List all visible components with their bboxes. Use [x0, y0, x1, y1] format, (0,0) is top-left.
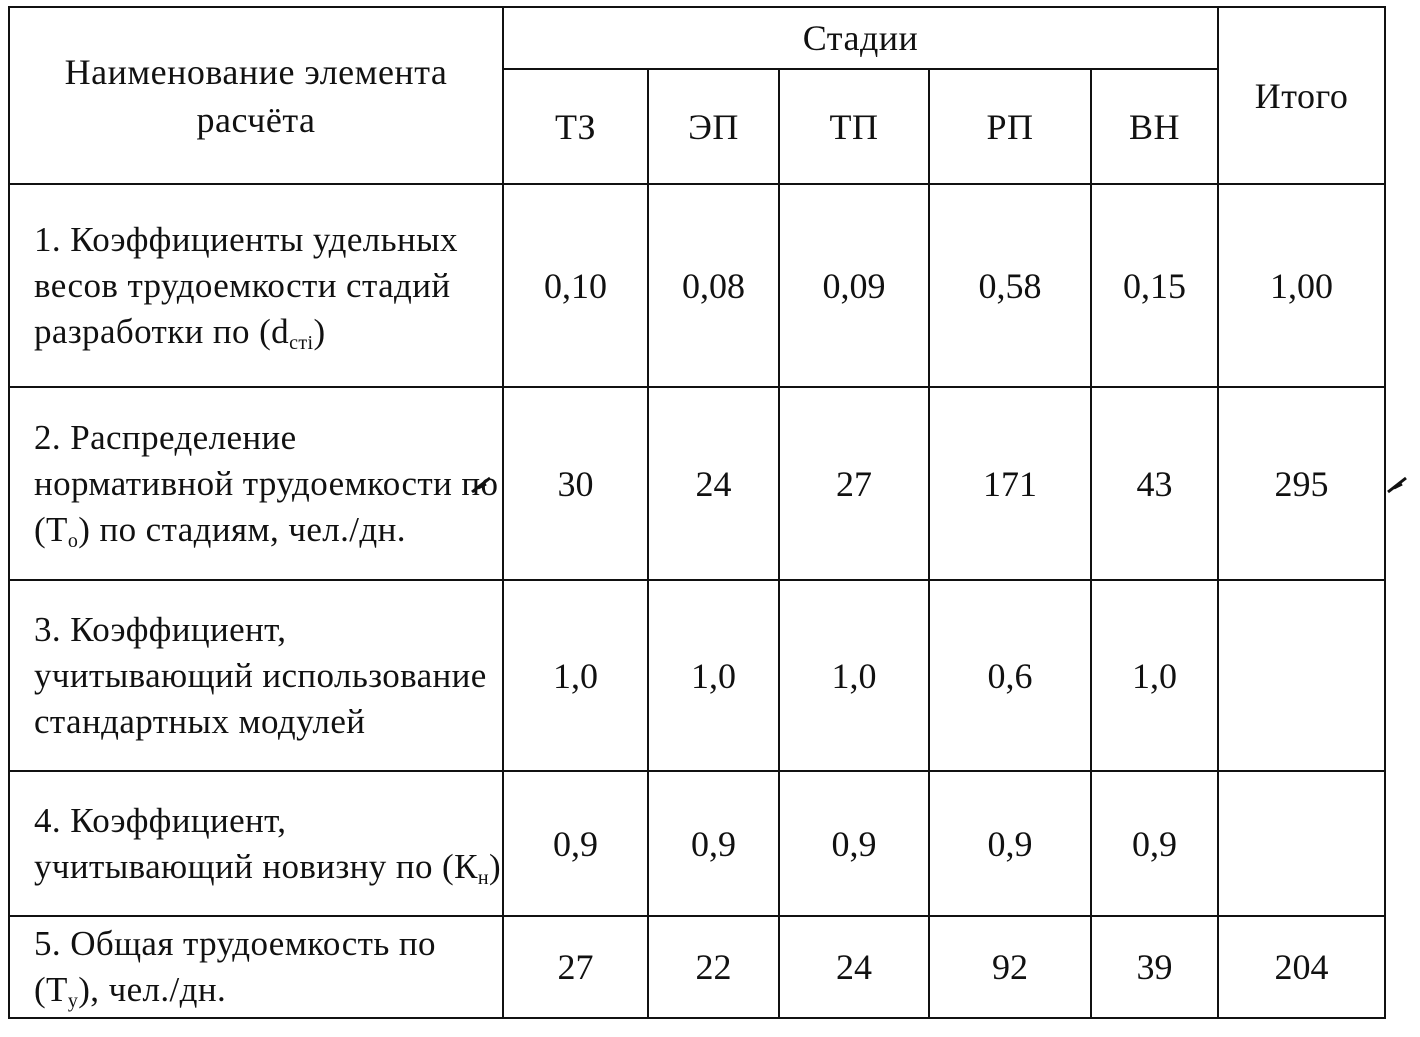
header-stage-ep	[648, 69, 779, 184]
row-name-main: 1. Коэффициенты удельных весов трудоемкости стадий разработки по (d	[34, 219, 458, 351]
cell-total: 295	[1274, 463, 1329, 504]
row-name-sub: н	[477, 866, 489, 889]
row-value	[648, 387, 779, 580]
row-name	[9, 580, 503, 771]
row-value	[929, 580, 1091, 771]
cell-total: 204	[1274, 947, 1329, 987]
table-row	[9, 916, 1385, 1018]
header-stages	[503, 7, 1218, 69]
row-value	[779, 580, 929, 771]
row-name	[9, 184, 503, 387]
row-value	[648, 580, 779, 771]
row-value	[648, 916, 779, 1018]
header-element-name-text: Наименование элемента расчёта	[64, 51, 448, 140]
cell-value: 92	[992, 947, 1028, 987]
row-value	[779, 184, 929, 387]
cell-value: 24	[836, 947, 872, 987]
table-row	[9, 184, 1385, 387]
row-total	[1218, 916, 1385, 1018]
cell-value: 43	[1136, 463, 1173, 504]
row-name-sub: у	[67, 990, 79, 1012]
cell-value: 0,6	[987, 655, 1033, 696]
cell-value: 0,09	[822, 265, 886, 306]
row-name-main: 2. Распределение нормативной трудоемкости по (Т	[34, 417, 499, 549]
row-name	[9, 387, 503, 580]
cell-value: 0,9	[831, 823, 877, 864]
cell-value: 0,10	[544, 265, 607, 306]
cell-value: 30	[557, 463, 594, 504]
cell-value: 39	[1136, 947, 1173, 987]
row-value	[929, 916, 1091, 1018]
row-value	[1091, 184, 1218, 387]
row-value	[503, 771, 648, 916]
row-value	[779, 916, 929, 1018]
table-row	[9, 387, 1385, 580]
row-value	[1091, 387, 1218, 580]
cell-value: 0,9	[1132, 823, 1178, 864]
header-stages-text: Стадии	[802, 18, 919, 58]
row-total	[1218, 580, 1385, 771]
header-stage-label: ТЗ	[554, 106, 597, 147]
header-total-text: Итого	[1254, 75, 1349, 116]
cell-value: 0,15	[1123, 265, 1187, 306]
header-stage-vn	[1091, 69, 1218, 184]
row-total	[1218, 184, 1385, 387]
cell-value: 1,0	[691, 655, 736, 696]
header-stage-tp	[779, 69, 929, 184]
header-stage-label: ТП	[829, 106, 879, 147]
table-row	[9, 580, 1385, 771]
header-stage-label: ЭП	[688, 106, 739, 147]
cell-value: 27	[836, 463, 872, 504]
row-name-tail: ), чел./дн.	[78, 970, 227, 1009]
cell-value: 1,0	[553, 655, 598, 696]
row-name-sub: о	[67, 529, 79, 552]
row-name-main: 4. Коэффициент, учитывающий новизну по (К	[34, 800, 478, 886]
row-value	[503, 916, 648, 1018]
row-value	[929, 184, 1091, 387]
row-total	[1218, 387, 1385, 580]
row-name-tail: )	[313, 311, 326, 351]
header-stage-tz	[503, 69, 648, 184]
row-value	[503, 387, 648, 580]
row-value	[503, 184, 648, 387]
header-element-name	[9, 7, 503, 184]
scan-tick-mark-left	[470, 474, 494, 496]
cell-value: 0,08	[682, 265, 745, 306]
cell-value: 22	[695, 947, 732, 987]
cell-value: 24	[695, 463, 732, 504]
row-name	[9, 771, 503, 916]
header-stage-rp	[929, 69, 1091, 184]
row-value	[503, 580, 648, 771]
row-name-tail: )	[488, 846, 501, 886]
row-value	[1091, 771, 1218, 916]
cell-value: 1,0	[831, 655, 877, 696]
row-value	[779, 771, 929, 916]
row-value	[929, 387, 1091, 580]
cell-value: 171	[983, 463, 1037, 504]
cell-total: 1,00	[1270, 265, 1334, 306]
row-name	[9, 916, 503, 1018]
row-value	[929, 771, 1091, 916]
cell-value: 27	[557, 947, 594, 987]
row-total	[1218, 771, 1385, 916]
row-value	[1091, 916, 1218, 1018]
row-name-sub: стi	[289, 331, 314, 354]
row-value	[648, 184, 779, 387]
cell-value: 1,0	[1132, 655, 1178, 696]
row-name-main: 3. Коэффициент, учитывающий использование стандартных модулей	[34, 609, 487, 741]
cell-value: 0,58	[978, 265, 1042, 306]
header-total	[1218, 7, 1385, 184]
row-value	[1091, 580, 1218, 771]
header-stage-label: ВН	[1129, 106, 1181, 147]
scan-tick-mark-right	[1386, 474, 1410, 496]
cell-value: 0,9	[553, 823, 598, 864]
row-value	[779, 387, 929, 580]
row-name-tail: ) по стадиям, чел./дн.	[78, 509, 406, 549]
header-stage-label: РП	[986, 106, 1034, 147]
cell-value: 0,9	[987, 823, 1033, 864]
row-name-main: 5. Общая трудоемкость по (Т	[34, 924, 436, 1009]
row-value	[648, 771, 779, 916]
labor-intensity-table	[8, 6, 1386, 1019]
table-row	[9, 771, 1385, 916]
cell-value: 0,9	[691, 823, 736, 864]
